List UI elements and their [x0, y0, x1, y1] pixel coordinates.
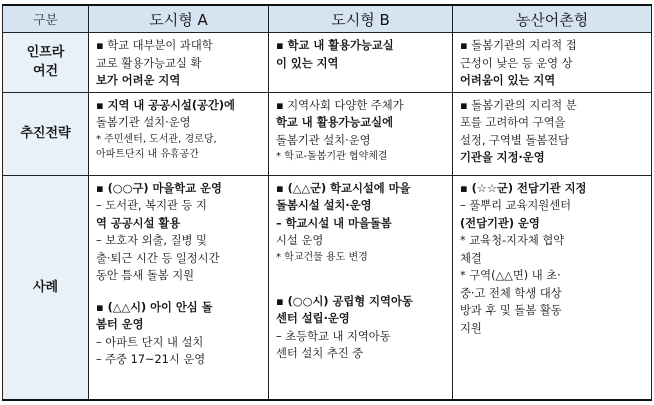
- cell-text-line: 돌봄기관 설치·운영: [276, 133, 371, 147]
- cell-text-line: – 초등학교 내 지역아동: [276, 329, 391, 343]
- cell-text-line: * 교육청-지자체 협약: [460, 234, 565, 247]
- cell-text-line: ▪ 돌봄기관의 지리적 분: [460, 98, 577, 112]
- cell-urban-a: [89, 92, 269, 175]
- row-strategy: [3, 92, 652, 175]
- cell-text-line: 설정, 구역별 돌봄전담: [460, 133, 569, 147]
- cell-text-line: 방과 후 및 돌봄 활동: [460, 304, 562, 317]
- cell-text-line: – 풀뿌리 교육지원센터: [460, 199, 572, 212]
- row-infrastructure: [3, 33, 652, 93]
- cell-urban-a: [89, 175, 269, 400]
- header-row: [3, 5, 652, 33]
- cell-text-line: 어려움이 있는 지역: [460, 74, 556, 87]
- cell-text-line: ▪ 학교 대부분이 과대학: [96, 39, 213, 52]
- row-label: [3, 175, 89, 400]
- comparison-table: [2, 4, 652, 401]
- cell-text-line: – 보호자 외출, 질병 및: [96, 234, 207, 247]
- cell-text-line: ▪ 지역 내 공공시설(공간)에: [96, 98, 235, 112]
- cell-text-line: (전담기관) 운영: [460, 216, 540, 230]
- cell-text-line: ▪ (☆☆군) 전담기관 지정: [460, 181, 587, 195]
- row-cases: [3, 175, 652, 400]
- cell-text-line: * 구역(△△면) 내 초·: [460, 269, 561, 282]
- cell-text-line: 중·고 전체 학생 대상: [460, 286, 562, 300]
- cell-text-line: ▪ (○○시) 공립형 지역아동: [276, 294, 413, 308]
- cell-text-line: 돌봄시설 설치·운영: [276, 199, 372, 212]
- header-urban-b: 도시형 B: [269, 5, 453, 33]
- header-category: 구분: [3, 5, 89, 33]
- header-rural: 농산어촌형: [453, 5, 652, 33]
- cell-urban-b: [269, 175, 453, 400]
- cell-text-line: 동안 틈새 돌봄 지원: [96, 269, 195, 282]
- cell-urban-b: [269, 92, 453, 175]
- cell-text-line: 교로 활용가능교실 확: [96, 56, 202, 70]
- cell-text-line: ▪ 돌봄기관의 지리적 접: [460, 39, 577, 52]
- cell-text-line: ▪ (△△군) 학교시설에 마을: [276, 181, 411, 195]
- cell-urban-a: [89, 33, 269, 93]
- cell-text-line: 포를 고려하여 구역을: [460, 116, 566, 129]
- cell-text-line: 학교 내 활용가능교실에: [276, 116, 393, 129]
- spacer: [276, 265, 446, 279]
- cell-text-line: – 아파트 단지 내 설치: [96, 335, 204, 349]
- cell-text-line: 센터 설립·운영: [276, 312, 350, 325]
- cell-urban-b: [269, 33, 453, 93]
- cell-text-line: 아파트단지 내 유휴공간: [96, 148, 199, 160]
- cell-text-line: 이 있는 지역: [276, 56, 339, 70]
- cell-text-line: 센터 설치 추진 중: [276, 347, 364, 360]
- spacer: [276, 279, 446, 293]
- cell-text-line: 출·퇴근 시간 등 일정시간: [96, 251, 220, 265]
- cell-text-line: ▪ (△△시) 아이 안심 돌: [96, 300, 213, 314]
- cell-text-line: ▪ (○○구) 마을학교 운영: [96, 181, 222, 195]
- cell-text-line: 역 공공시설 활용: [96, 216, 181, 230]
- cell-rural: [453, 33, 652, 93]
- cell-text-line: – 주중 17~21시 운영: [96, 353, 206, 366]
- row-label-line: 인프라: [26, 45, 65, 61]
- cell-text-line: * 학교-돌봄기관 협약체결: [276, 151, 388, 162]
- row-label-line: 사례: [32, 279, 59, 295]
- cell-text-line: ▪ 지역사회 다양한 주체가: [276, 98, 404, 112]
- cell-text-line: 기관을 지정·운영: [460, 151, 545, 164]
- header-urban-a: 도시형 A: [89, 5, 269, 33]
- cell-text-line: 체결: [460, 251, 482, 265]
- cell-rural: [453, 175, 652, 400]
- row-label-line: 여건: [32, 64, 59, 80]
- cell-text-line: ▪ 학교 내 활용가능교실: [276, 39, 394, 52]
- row-label: [3, 92, 89, 175]
- cell-rural: [453, 92, 652, 175]
- row-label-line: 추진전략: [20, 126, 71, 141]
- cell-text-line: * 학교건물 용도 변경: [276, 251, 368, 263]
- cell-text-line: 돌봄기관 설치·운영: [96, 116, 191, 129]
- cell-text-line: 근성이 낮은 등 운영 상: [460, 56, 573, 70]
- cell-text-line: * 주민센터, 도서관, 경로당,: [96, 133, 217, 145]
- cell-text-line: – 학교시설 내 마을돌봄: [276, 216, 392, 230]
- cell-text-line: 지원: [460, 321, 482, 335]
- cell-text-line: 보가 어려운 지역: [96, 74, 181, 87]
- cell-text-line: – 도서관, 복지관 등 지: [96, 199, 207, 212]
- spacer: [96, 285, 262, 299]
- cell-text-line: 봄터 운영: [96, 318, 144, 331]
- row-label: [3, 33, 89, 93]
- cell-text-line: 시설 운영: [276, 234, 324, 247]
